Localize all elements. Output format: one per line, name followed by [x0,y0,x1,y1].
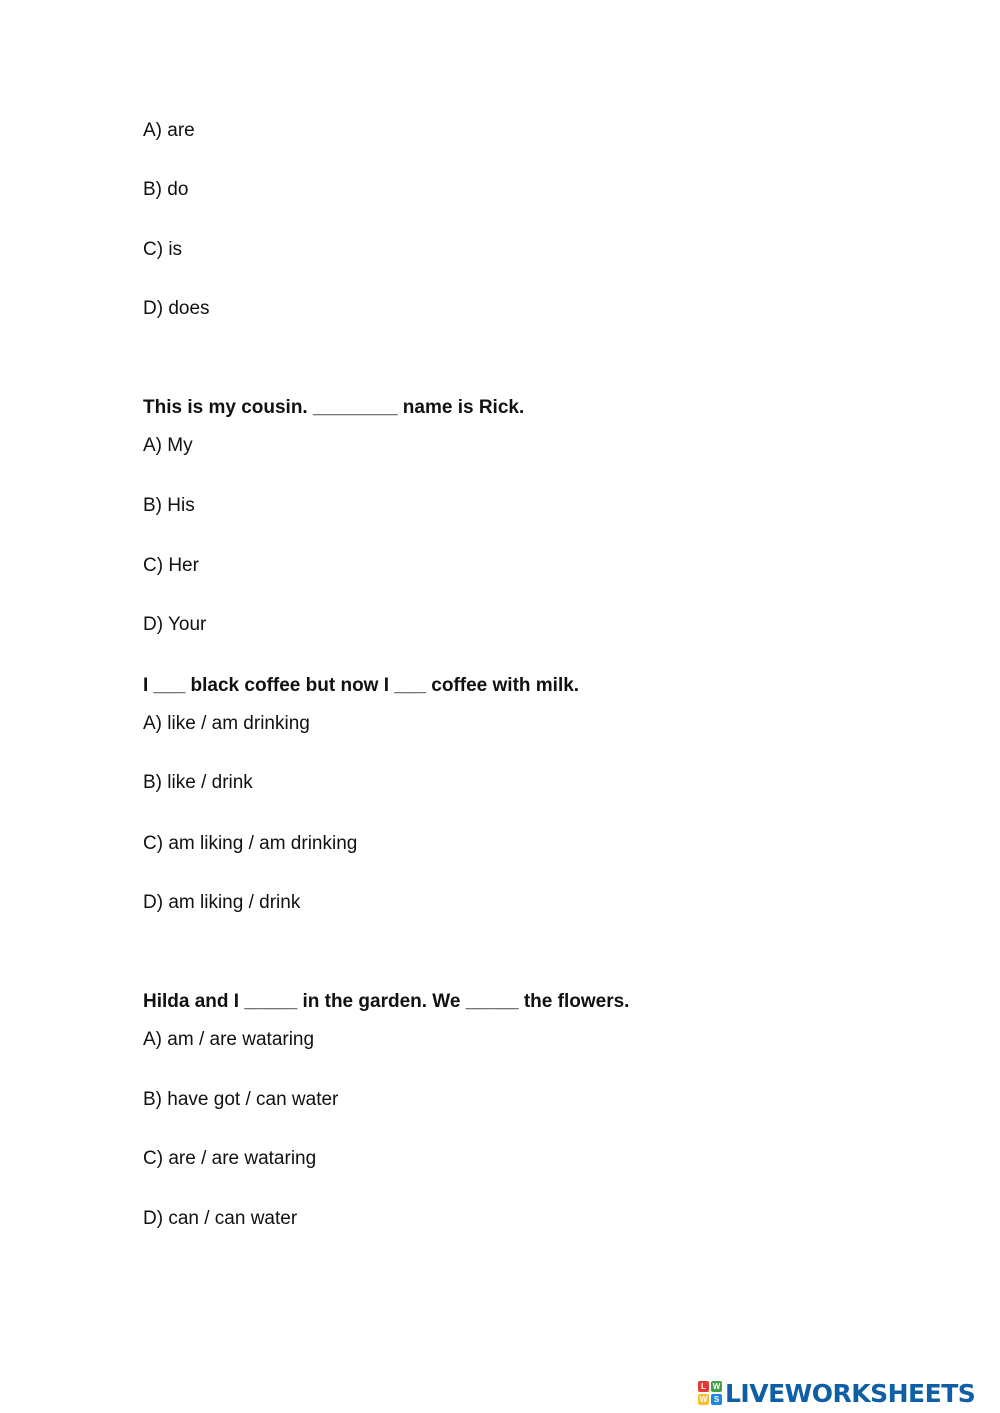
option-b[interactable]: B) have got / can water [143,1089,339,1110]
option-c[interactable]: C) is [143,239,183,260]
logo-icon [698,1381,722,1405]
option-b[interactable]: B) like / drink [143,772,253,793]
option-d[interactable]: D) am liking / drink [143,892,301,913]
option-c[interactable]: C) are / are wataring [143,1148,317,1169]
option-d[interactable]: D) can / can water [143,1208,298,1229]
logo-cell: W [699,1395,708,1404]
liveworksheets-logo[interactable] [698,1378,975,1408]
logo-cell: S [711,1394,722,1405]
question-text: I ___ black coffee but now I ___ coffee with milk. [143,675,580,696]
brand-name: LIVEWORKSHEETS [725,1378,976,1408]
option-d[interactable]: D) Your [143,614,207,635]
logo-cell: L [698,1381,709,1392]
option-b[interactable]: B) His [143,495,195,516]
logo-cell: W [712,1382,721,1391]
option-c[interactable]: C) Her [143,555,199,576]
question-text: Hilda and I _____ in the garden. We _____ the flowers. [143,991,630,1012]
question-text: This is my cousin. ________ name is Rick. [143,397,525,418]
option-d[interactable]: D) does [143,298,210,319]
option-c[interactable]: C) am liking / am drinking [143,833,358,854]
option-b[interactable]: B) do [143,179,189,200]
option-a[interactable]: A) are [143,120,195,141]
option-a[interactable]: A) am / are wataring [143,1029,315,1050]
option-a[interactable]: A) My [143,435,193,456]
option-a[interactable]: A) like / am drinking [143,713,310,734]
